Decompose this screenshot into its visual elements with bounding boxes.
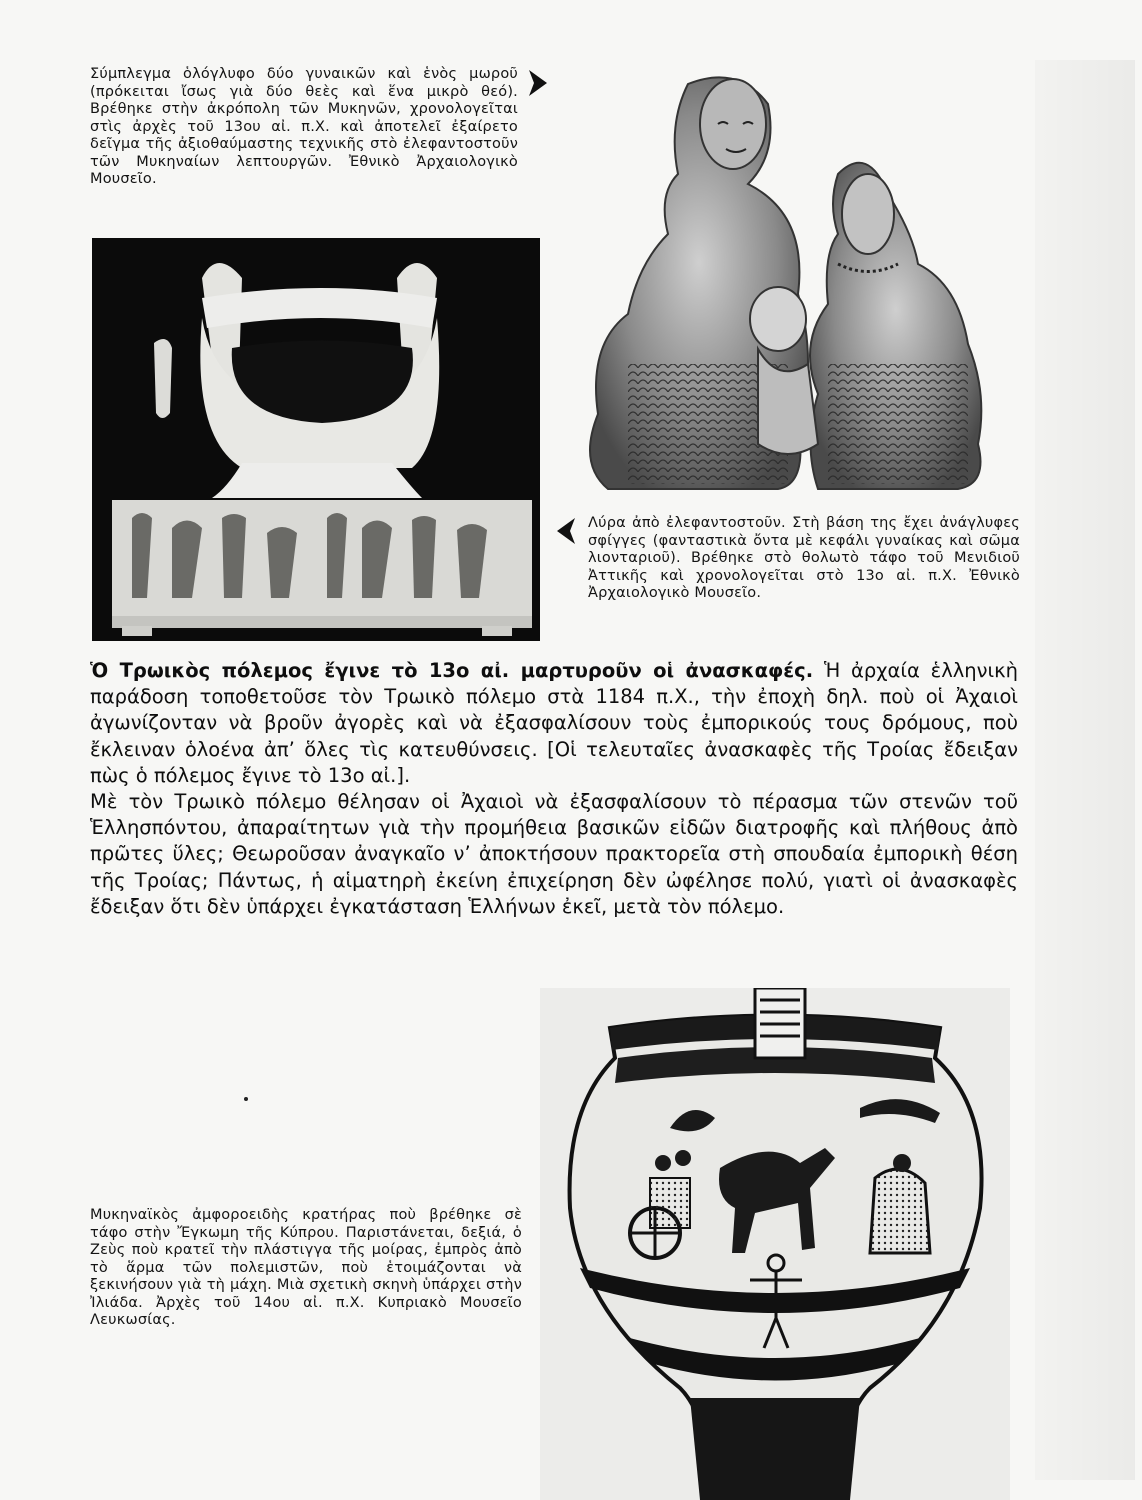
lead-heading: Ὁ Τρωικὸς πόλεμος ἔγινε τὸ 13ο αἰ. μαρτυροῦν οἱ ἀνασκαφές. xyxy=(90,659,814,682)
paragraph-2: Μὲ τὸν Τρωικὸ πόλεμο θέλησαν οἱ Ἀχαιοὶ νὰ ἐξασφαλίσουν τὸ πέρασμα τῶν στενῶν τοῦ Ἑλλησπόντου, ἀπαραίτητων γιὰ τὴν προμήθεια βασικῶν εἰδῶν διατροφῆς καὶ πλήθους ἀπὸ πρῶτες ὕλες; Θεωροῦσαν ἀναγκαῖο ν’ ἀποκτήσουν πρακτορεῖα στὴ σπουδαία ἐμπορικὴ θέση τῆς Τροίας; Πάντως, ἡ αἱματηρὴ ἐκείνη ἐπιχείρηση δὲν ὠφέλησε πολύ, γιατὶ οἱ ἀνασκαφὲς ἔδειξαν ὅτι δὲν ὑπάρχει ἐγκατάσταση Ἑλλήνων ἐκεῖ, μετὰ τὸν πόλεμο. xyxy=(90,790,1018,918)
paragraph-1 xyxy=(90,658,1018,789)
main-text xyxy=(90,658,1018,920)
lyre-photo xyxy=(92,238,540,641)
krater-photo xyxy=(540,988,1010,1500)
arrow-right-icon xyxy=(527,68,549,98)
caption-ivory-group: Σύμπλεγμα ὁλόγλυφο δύο γυναικῶν καὶ ἑνὸς μωροῦ (πρόκειται ἴσως γιὰ δύο θεὲς καὶ ἕνα μικρὸ θεό). Βρέθηκε στὴν ἀκρόπολη τῶν Μυκηνῶν, χρονολογεῖται στὶς ἀρχὲς τοῦ 13ου αἰ. π.Χ. καὶ ἀποτελεῖ ἐξαίρετο δεῖγμα τῆς ἀξιοθαύμαστης τεχνικῆς στὸ ἐλεφαντοστοῦν τῶν Μυκηναίων λεπτουργῶν. Ἐθνικὸ Ἀρχαιολογικὸ Μουσεῖο. xyxy=(90,66,518,187)
ivory-group-photo xyxy=(568,64,1028,494)
speck xyxy=(244,1097,248,1101)
arrow-left-icon xyxy=(555,516,577,546)
paragraph-1-body: Ἡ ἀρχαία ἑλληνικὴ παράδοση τοποθετοῦσε τὸν Τρωικὸ πόλεμο στὰ 1184 π.Χ., τὴν ἐποχὴ δηλ. ποὺ οἱ Ἀχαιοὶ ἀγωνίζονταν νὰ βροῦν ἀγορὲς καὶ νὰ ἐξασφαλίσουν τοὺς ἐμπορικούς τους δρόμους, ποὺ ἔκλειναν ὁλοένα ἀπ’ ὅλες τὶς κατευθύνσεις. [Οἱ τελευταῖες ἀνασκαφὲς τῆς Τροίας ἔδειξαν πὼς ὁ πόλεμος ἔγινε τὸ 13ο αἰ.]. xyxy=(90,659,1018,787)
caption-lyre: Λύρα ἀπὸ ἐλεφαντοστοῦν. Στὴ βάση της ἔχει ἀνάγλυφες σφίγγες (φανταστικὰ ὄντα μὲ κεφάλι γυναίκας καὶ σῶμα λιονταριοῦ). Βρέθηκε στὸ θολωτὸ τάφο τοῦ Μενιδιοῦ Ἀττικῆς καὶ χρονολογεῖται στὸ 13ο αἰ. π.Χ. Ἐθνικὸ Ἀρχαιολογικὸ Μουσεῖο. xyxy=(588,515,1020,601)
bleed-through-margin xyxy=(1035,60,1135,1480)
caption-krater: Μυκηναϊκὸς ἀμφοροειδὴς κρατήρας ποὺ βρέθηκε σὲ τάφο στὴν Ἔγκωμη τῆς Κύπρου. Παριστάνεται, δεξιά, ὁ Ζεὺς ποὺ κρατεῖ τὴν πλάστιγγα τῆς μοίρας, ἐμπρὸς ἀπὸ τὸ ἅρμα τῶν πολεμιστῶν, ποὺ ἑτοιμάζονται νὰ ξεκινήσουν γιὰ τὴ μάχη. Μιὰ σχετικὴ σκηνὴ ὑπάρχει στὴν Ἰλιάδα. Ἀρχὲς τοῦ 14ου αἰ. π.Χ. Κυπριακὸ Μουσεῖο Λευκωσίας. xyxy=(90,1207,522,1328)
